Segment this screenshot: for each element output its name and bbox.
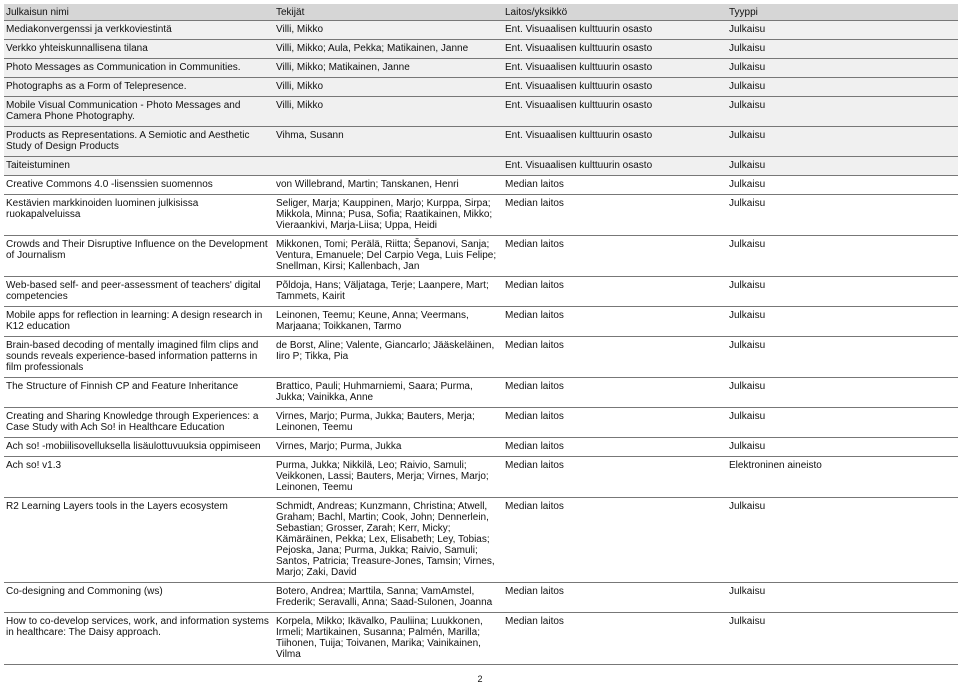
cell-type: Julkaisu <box>727 236 958 277</box>
cell-title: Taiteistuminen <box>4 157 274 176</box>
cell-authors: de Borst, Aline; Valente, Giancarlo; Jääskeläinen, Iiro P; Tikka, Pia <box>274 337 503 378</box>
cell-authors: Villi, Mikko <box>274 21 503 40</box>
cell-type: Julkaisu <box>727 59 958 78</box>
page-number: 2 <box>477 674 483 684</box>
cell-unit: Median laitos <box>503 277 727 307</box>
table-row <box>4 40 958 59</box>
cell-unit: Median laitos <box>503 457 727 498</box>
cell-authors: Purma, Jukka; Nikkilä, Leo; Raivio, Samuli; Veikkonen, Lassi; Bauters, Merja; Virnes, Marjo; Leinonen, Teemu <box>274 457 503 498</box>
cell-title: Ach so! -mobiilisovelluksella lisäulottuvuuksia oppimiseen <box>4 438 274 457</box>
table-row <box>4 78 958 97</box>
cell-authors: Virnes, Marjo; Purma, Jukka; Bauters, Merja; Leinonen, Teemu <box>274 408 503 438</box>
cell-unit: Ent. Visuaalisen kulttuurin osasto <box>503 78 727 97</box>
table-row <box>4 457 958 498</box>
cell-unit: Ent. Visuaalisen kulttuurin osasto <box>503 97 727 127</box>
cell-title: Ach so! v1.3 <box>4 457 274 498</box>
cell-unit: Median laitos <box>503 236 727 277</box>
cell-title: Creating and Sharing Knowledge through Experiences: a Case Study with Ach So! in Healthcare Education <box>4 408 274 438</box>
cell-type: Julkaisu <box>727 408 958 438</box>
cell-unit: Median laitos <box>503 307 727 337</box>
table-row <box>4 21 958 40</box>
cell-type: Julkaisu <box>727 97 958 127</box>
cell-title: How to co-develop services, work, and information systems in healthcare: The Daisy approach. <box>4 613 274 665</box>
cell-authors: Schmidt, Andreas; Kunzmann, Christina; Atwell, Graham; Bachl, Martin; Cook, John; Dennerlein, Sebastian; Grosser, Zarah; Kerr, Micky; Kämäräinen, Pekka; Lex, Elisabeth; Ley, Tobias; Pejoska, Jana; Purma, Jukka; Raivio, Samuli; Santos, Patricia; Treasure-Jones, Tamsin; Virnes, Marjo; Zaki, David <box>274 498 503 583</box>
table-row <box>4 127 958 157</box>
cell-unit: Ent. Visuaalisen kulttuurin osasto <box>503 21 727 40</box>
cell-type: Julkaisu <box>727 277 958 307</box>
cell-authors: Virnes, Marjo; Purma, Jukka <box>274 438 503 457</box>
cell-unit: Median laitos <box>503 438 727 457</box>
cell-type: Julkaisu <box>727 127 958 157</box>
cell-unit: Ent. Visuaalisen kulttuurin osasto <box>503 59 727 78</box>
cell-authors: Põldoja, Hans; Väljataga, Terje; Laanpere, Mart; Tammets, Kairit <box>274 277 503 307</box>
table-row <box>4 438 958 457</box>
cell-unit: Median laitos <box>503 583 727 613</box>
cell-title: Web-based self- and peer-assessment of teachers' digital competencies <box>4 277 274 307</box>
cell-title: The Structure of Finnish CP and Feature Inheritance <box>4 378 274 408</box>
cell-type: Julkaisu <box>727 157 958 176</box>
cell-authors: Villi, Mikko <box>274 78 503 97</box>
cell-unit: Ent. Visuaalisen kulttuurin osasto <box>503 40 727 59</box>
cell-unit: Ent. Visuaalisen kulttuurin osasto <box>503 157 727 176</box>
cell-authors: Villi, Mikko <box>274 97 503 127</box>
cell-title: Creative Commons 4.0 -lisenssien suomennos <box>4 176 274 195</box>
cell-authors: Villi, Mikko; Matikainen, Janne <box>274 59 503 78</box>
table-row <box>4 613 958 665</box>
table-row <box>4 378 958 408</box>
cell-type: Julkaisu <box>727 498 958 583</box>
cell-unit: Median laitos <box>503 195 727 236</box>
header-row <box>4 4 958 21</box>
cell-type: Julkaisu <box>727 195 958 236</box>
cell-type: Julkaisu <box>727 438 958 457</box>
table-row <box>4 337 958 378</box>
cell-type: Julkaisu <box>727 78 958 97</box>
cell-unit: Median laitos <box>503 176 727 195</box>
header-title: Julkaisun nimi <box>4 4 274 21</box>
publications-table <box>4 4 958 665</box>
table-row <box>4 408 958 438</box>
header-type: Tyyppi <box>727 4 958 21</box>
table-row <box>4 236 958 277</box>
cell-title: Mobile Visual Communication - Photo Messages and Camera Phone Photography. <box>4 97 274 127</box>
cell-unit: Median laitos <box>503 337 727 378</box>
cell-authors <box>274 157 503 176</box>
cell-title: Photo Messages as Communication in Communities. <box>4 59 274 78</box>
table-row <box>4 176 958 195</box>
header-authors: Tekijät <box>274 4 503 21</box>
cell-authors: Korpela, Mikko; Ikävalko, Pauliina; Luukkonen, Irmeli; Martikainen, Susanna; Palmén, Marilla; Tiihonen, Tuija; Toivanen, Marika; Vainikainen, Vilma <box>274 613 503 665</box>
cell-authors: Botero, Andrea; Marttila, Sanna; VamAmstel, Frederik; Seravalli, Anna; Saad-Sulonen, Joanna <box>274 583 503 613</box>
cell-title: Brain-based decoding of mentally imagined film clips and sounds reveals experience-based information patterns in film professionals <box>4 337 274 378</box>
cell-type: Julkaisu <box>727 583 958 613</box>
cell-unit: Median laitos <box>503 408 727 438</box>
cell-authors: Brattico, Pauli; Huhmarniemi, Saara; Purma, Jukka; Vainikka, Anne <box>274 378 503 408</box>
cell-type: Julkaisu <box>727 613 958 665</box>
table-row <box>4 157 958 176</box>
table-row <box>4 195 958 236</box>
cell-type: Julkaisu <box>727 307 958 337</box>
table-row <box>4 498 958 583</box>
table-body <box>4 21 958 665</box>
header-unit: Laitos/yksikkö <box>503 4 727 21</box>
cell-type: Julkaisu <box>727 337 958 378</box>
cell-authors: Seliger, Marja; Kauppinen, Marjo; Kurppa, Sirpa; Mikkola, Minna; Pusa, Sofia; Raatikainen, Mikko; Vieraankivi, Marja-Liisa; Uppa, Heidi <box>274 195 503 236</box>
cell-unit: Median laitos <box>503 378 727 408</box>
cell-unit: Median laitos <box>503 498 727 583</box>
cell-type: Julkaisu <box>727 21 958 40</box>
cell-title: Co-designing and Commoning (ws) <box>4 583 274 613</box>
table-row <box>4 307 958 337</box>
table-row <box>4 583 958 613</box>
cell-authors: Villi, Mikko; Aula, Pekka; Matikainen, Janne <box>274 40 503 59</box>
table-row <box>4 277 958 307</box>
cell-title: R2 Learning Layers tools in the Layers ecosystem <box>4 498 274 583</box>
table-row <box>4 97 958 127</box>
cell-unit: Median laitos <box>503 613 727 665</box>
cell-authors: Vihma, Susann <box>274 127 503 157</box>
cell-type: Julkaisu <box>727 176 958 195</box>
cell-authors: Mikkonen, Tomi; Perälä, Riitta; Šepanovi, Sanja; Ventura, Emanuele; Del Carpio Vega, Luis Felipe; Snellman, Kirsi; Kallenbach, Jan <box>274 236 503 277</box>
cell-unit: Ent. Visuaalisen kulttuurin osasto <box>503 127 727 157</box>
cell-title: Crowds and Their Disruptive Influence on the Development of Journalism <box>4 236 274 277</box>
cell-authors: von Willebrand, Martin; Tanskanen, Henri <box>274 176 503 195</box>
cell-title: Kestävien markkinoiden luominen julkisissa ruokapalveluissa <box>4 195 274 236</box>
cell-authors: Leinonen, Teemu; Keune, Anna; Veermans, Marjaana; Toikkanen, Tarmo <box>274 307 503 337</box>
cell-title: Mobile apps for reflection in learning: A design research in K12 education <box>4 307 274 337</box>
cell-title: Verkko yhteiskunnallisena tilana <box>4 40 274 59</box>
cell-type: Elektroninen aineisto <box>727 457 958 498</box>
cell-title: Mediakonvergenssi ja verkkoviestintä <box>4 21 274 40</box>
table-row <box>4 59 958 78</box>
cell-title: Products as Representations. A Semiotic and Aesthetic Study of Design Products <box>4 127 274 157</box>
cell-type: Julkaisu <box>727 40 958 59</box>
cell-title: Photographs as a Form of Telepresence. <box>4 78 274 97</box>
cell-type: Julkaisu <box>727 378 958 408</box>
